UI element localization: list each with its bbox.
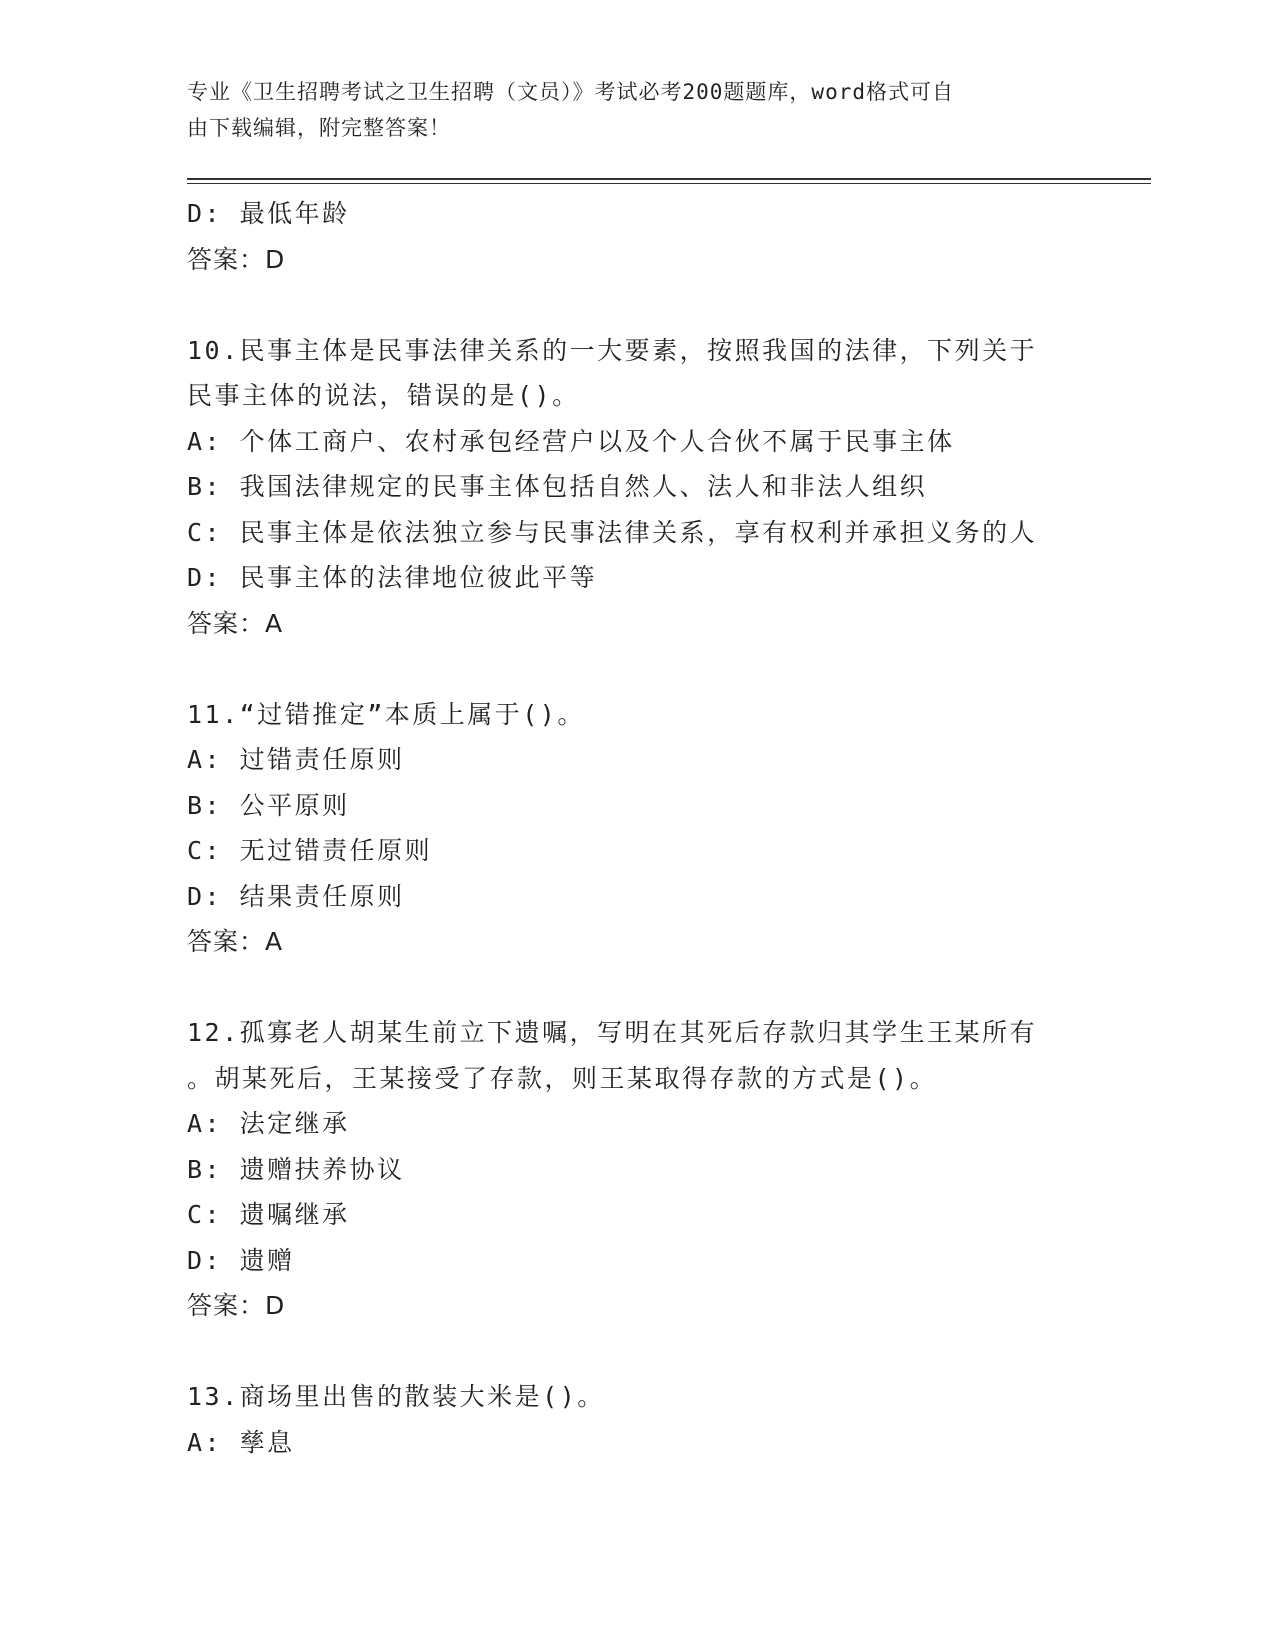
header-line-1: 专业《卫生招聘考试之卫生招聘（文员）》考试必考200题题库，word格式可自 xyxy=(187,80,954,104)
question-10 xyxy=(187,328,1087,647)
spacer xyxy=(187,965,1087,1011)
option-d: D: 民事主体的法律地位彼此平等 xyxy=(187,563,598,592)
question-stem: 11.“过错推定”本质上属于()。 xyxy=(187,699,585,729)
option-a: A: 过错责任原则 xyxy=(187,745,405,774)
question-stem: 10.民事主体是民事法律关系的一大要素，按照我国的法律，下列关于 xyxy=(187,335,1038,365)
option-b: B: 公平原则 xyxy=(187,790,350,820)
question-13 xyxy=(187,1374,1087,1465)
question-stem: 13.商场里出售的散装大米是()。 xyxy=(187,1382,605,1411)
option-a: A: 法定继承 xyxy=(187,1109,350,1138)
spacer xyxy=(187,1329,1087,1375)
option-d: D: 最低年龄 xyxy=(187,199,350,228)
option-c: C: 无过错责任原则 xyxy=(187,836,433,865)
header-divider-thick xyxy=(187,178,1151,180)
document-header xyxy=(187,74,1067,146)
spacer xyxy=(187,282,1087,328)
option-d: D: 遗赠 xyxy=(187,1245,295,1275)
answer-line: 答案：D xyxy=(187,1291,286,1320)
option-a: A: 个体工商户、农村承包经营户以及个人合伙不属于民事主体 xyxy=(187,426,955,456)
question-12 xyxy=(187,1010,1087,1329)
question-list xyxy=(187,191,1087,1465)
question-stem: 12.孤寡老人胡某生前立下遗嘱，写明在其死后存款归其学生王某所有 xyxy=(187,1018,1038,1047)
option-c: C: 民事主体是依法独立参与民事法律关系，享有权利并承担义务的人 xyxy=(187,517,1038,547)
option-b: B: 遗赠扶养协议 xyxy=(187,1154,405,1184)
question-11 xyxy=(187,692,1087,965)
answer-line: 答案：A xyxy=(187,608,284,638)
header-line-2: 由下载编辑，附完整答案！ xyxy=(187,116,451,140)
header-divider-thin xyxy=(187,183,1151,184)
option-a: A: 孳息 xyxy=(187,1427,295,1457)
spacer xyxy=(187,646,1087,692)
option-d: D: 结果责任原则 xyxy=(187,881,405,911)
question-stem: 民事主体的说法，错误的是()。 xyxy=(187,381,580,410)
option-b: B: 我国法律规定的民事主体包括自然人、法人和非法人组织 xyxy=(187,472,928,501)
option-c: C: 遗嘱继承 xyxy=(187,1200,350,1229)
answer-line: 答案：D xyxy=(187,244,286,274)
answer-line: 答案：A xyxy=(187,927,284,956)
question-stem: 。胡某死后，王某接受了存款，则王某取得存款的方式是()。 xyxy=(187,1063,938,1093)
